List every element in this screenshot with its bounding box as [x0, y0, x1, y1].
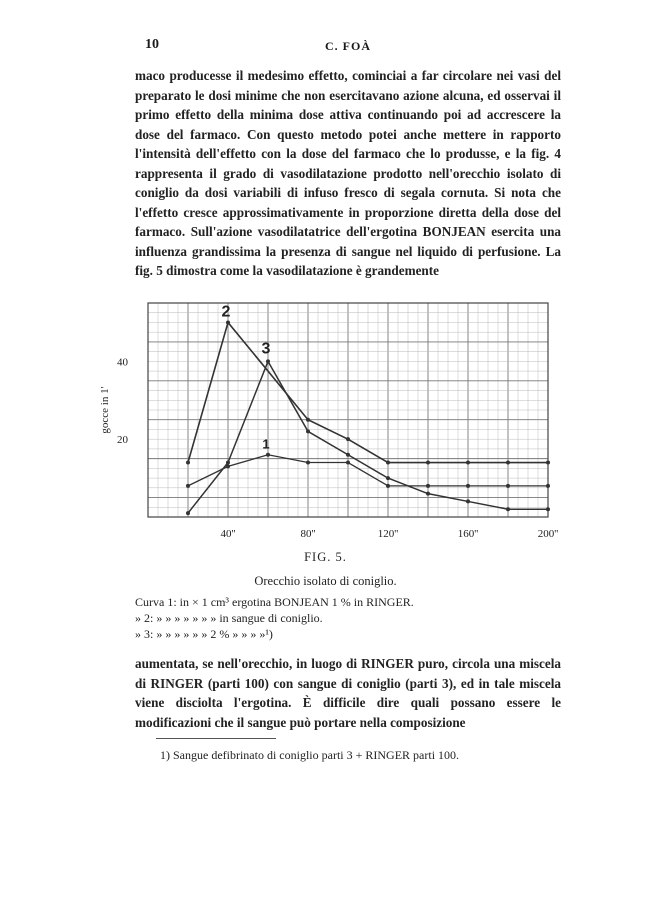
- figure-legend: [135, 594, 414, 642]
- paragraph-2: aumentata, se nell'orecchio, in luogo di RINGER puro, circola una miscela di RINGER (parti 100) con sangue di coniglio (parti 3), ed in tale miscela viene disciolta l'ergotina. È difficile dire quali possano essere le modificazioni che il sangue può portare nella composizione: [135, 656, 561, 730]
- x-tick-label: 40'': [220, 528, 236, 540]
- data-point-series-2: [186, 461, 190, 465]
- footnote-rule: [156, 738, 276, 739]
- data-point-series-2: [466, 461, 470, 465]
- footnote: 1) Sangue defibrinato di coniglio parti 3 + RINGER parti 100.: [160, 748, 460, 762]
- data-point-series-1: [466, 484, 470, 488]
- paragraph-1: maco producesse il medesimo effetto, cominciai a far circolare nei vasi del preparato le dosi minime che non esercitavano azione alcuna, ed osservai il primo effetto della minima dose attiva continuando poi ad accrescere la dose del farmaco. Con questo metodo potei anche mettere in rapporto l'intensità dell'effetto con la dose del farmaco che lo produsse, e la fig. 4 rappresenta il grado di vasodilatazione prodotto nell'orecchio isolato di coniglio da dosi variabili di infuso fresco di segala cornuta. Si nota che l'effetto cresce approssimativamente in proporzione diretta della dose del farmaco. Sull'azione vasodilatatrice dell'ergotina BONJEAN esercita una influenza grandissima la presenza di sangue nel liquido di perfusione. La fig. 5 dimostra come la vasodilatazione è grandemente: [135, 68, 561, 278]
- y-axis-label: gocce in 1': [99, 386, 111, 434]
- data-point-series-1: [346, 461, 350, 465]
- page-number: 10: [145, 37, 159, 52]
- curve-label-3: 3: [261, 340, 271, 358]
- data-point-series-3: [546, 507, 550, 511]
- data-point-series-3: [266, 359, 270, 363]
- figure-number: FIG. 5.: [304, 550, 347, 564]
- x-tick-label: 80'': [300, 528, 316, 540]
- data-point-series-3: [426, 492, 430, 496]
- figure-5-chart: [88, 295, 568, 555]
- data-point-series-1: [266, 453, 270, 457]
- data-point-series-3: [346, 453, 350, 457]
- data-point-series-1: [186, 484, 190, 488]
- data-point-series-3: [226, 461, 230, 465]
- y-tick-label: 40: [117, 356, 128, 369]
- x-tick-label: 160'': [457, 528, 479, 540]
- data-point-series-2: [346, 437, 350, 441]
- data-point-series-1: [506, 484, 510, 488]
- legend-row-3: » 3: » » » » » » 2 % » » » »¹): [135, 627, 273, 641]
- data-point-series-1: [426, 484, 430, 488]
- data-point-series-3: [306, 429, 310, 433]
- data-point-series-2: [426, 461, 430, 465]
- data-point-series-3: [506, 507, 510, 511]
- legend-row-2: » 2: » » » » » » » in sangue di coniglio.: [135, 611, 323, 625]
- data-point-series-2: [386, 461, 390, 465]
- data-point-series-2: [506, 461, 510, 465]
- data-point-series-2: [306, 418, 310, 422]
- data-point-series-1: [386, 484, 390, 488]
- curve-label-1: 1: [262, 436, 270, 452]
- data-point-series-2: [546, 461, 550, 465]
- data-point-series-1: [306, 461, 310, 465]
- x-tick-label: 200'': [537, 528, 559, 540]
- data-point-series-3: [386, 476, 390, 480]
- y-tick-label: 20: [117, 434, 128, 447]
- data-point-series-1: [546, 484, 550, 488]
- figure-title: Orecchio isolato di coniglio.: [254, 574, 397, 588]
- running-head: C. FOÀ: [325, 39, 371, 53]
- legend-row-1: Curva 1: in × 1 cm³ ergotina BONJEAN 1 % in RINGER.: [135, 595, 414, 609]
- data-point-series-2: [226, 320, 230, 324]
- curve-label-2: 2: [221, 303, 231, 321]
- x-tick-label: 120'': [377, 528, 399, 540]
- data-point-series-3: [466, 499, 470, 503]
- data-point-series-3: [186, 511, 190, 515]
